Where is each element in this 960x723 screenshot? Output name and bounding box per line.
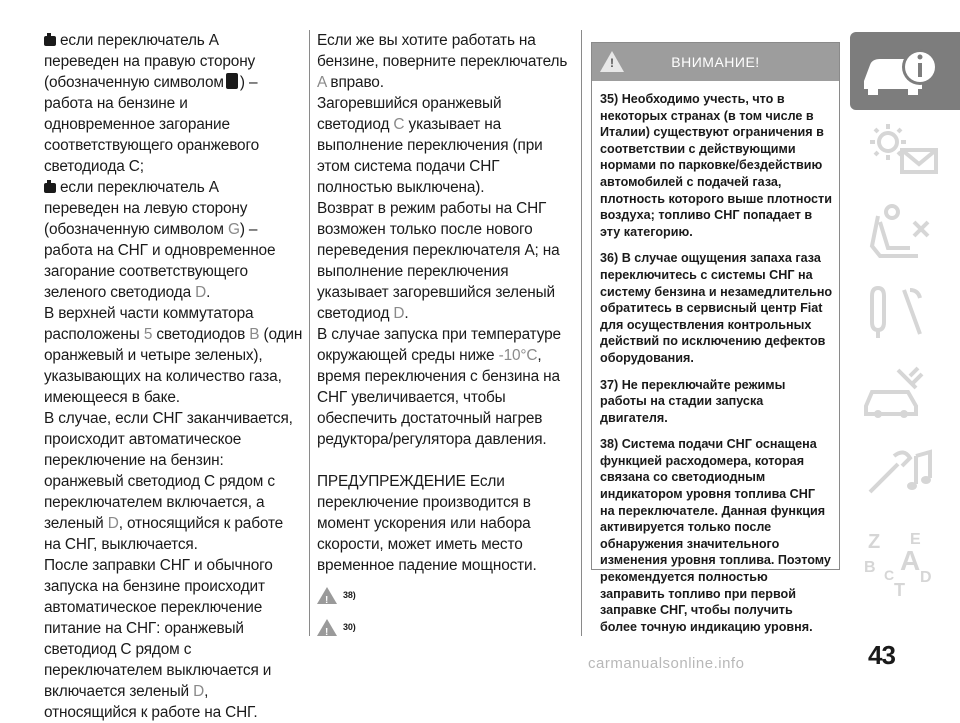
- text-line: ПРЕДУПРЕЖДЕНИЕ Если: [317, 473, 505, 490]
- text-line: (обозначенную символом: [44, 74, 224, 91]
- svg-text:A: A: [900, 545, 921, 576]
- text-line: обеспечить достаточный нагрев: [317, 410, 543, 427]
- warning-paragraph: 38) Система подачи СНГ оснащена функцией расходомера, которая связана со светодиодным индикатором уровня топлива СНГ на переключателе. Данная функция активируется только после обнаружения значительного изменения уровня топлива. Поэтому рекомендуется полностью заправить топливо при первой заправке СНГ, чтобы получить более точную индикацию уровня.: [600, 437, 831, 634]
- text-line: имеющееся в баке.: [44, 389, 180, 406]
- ref-letter: D: [107, 515, 119, 532]
- text-line: переведен на правую сторону: [44, 53, 256, 70]
- text-line: если переключатель A: [60, 179, 219, 196]
- text-line: В верхней части коммутатора: [44, 305, 254, 322]
- text-line: В случае запуска при температуре: [317, 326, 561, 343]
- text-line: работа на СНГ и одновременное: [44, 242, 276, 259]
- ref-number: 5: [143, 326, 153, 343]
- temperature-value: -10°C: [498, 347, 538, 364]
- text-line: переведения переключателя A; на: [317, 242, 560, 259]
- car-info-icon: [858, 41, 944, 101]
- warning-title: ВНИМАНИЕ!: [671, 54, 760, 70]
- text-line: время переключения с бензина на: [317, 368, 560, 385]
- ref-letter: C: [393, 116, 405, 133]
- text-line: загорание соответствующего: [44, 263, 248, 280]
- text-line: Загоревшийся оранжевый: [317, 95, 502, 112]
- switch-symbol-icon: [44, 183, 56, 193]
- middle-column: Если же вы хотите работать на бензине, поверните переключатель A вправо. Загоревшийся оранжевый светодиод C указывает на выполнение переключения (при этом система подачи СНГ полностью выключена). Возврат в режим работы на СНГ возможен только после нового переведения переключателя A; на выполнение переключения указывает загоревшийся зеленый светодиод D. В случае запуска при температуре окружающей среды ниже -10°C, время переключения с бензина на СНГ увеличивается, чтобы обеспечить достаточный нагрев редуктора/регулятора давления. ПРЕДУПРЕЖДЕНИЕ Если переключение производится в момент ускорения или набора скорости, может иметь место временное падение мощности. ! 38) ! 30): [317, 30, 579, 640]
- svg-text:Z: Z: [868, 531, 881, 553]
- ref-letter: G: [228, 221, 240, 238]
- seat-person-icon: [858, 202, 944, 262]
- ref-letter: A: [317, 74, 327, 91]
- text-line: на СНГ, выключается.: [44, 536, 198, 553]
- text-line: возможен только после нового: [317, 221, 533, 238]
- text-line: светодиод C рядом с: [44, 641, 192, 658]
- svg-text:E: E: [910, 531, 921, 548]
- text-line: Возврат в режим работы на СНГ: [317, 200, 547, 217]
- text-line: В случае, если СНГ заканчивается,: [44, 410, 293, 427]
- text-line: Если же вы хотите работать на: [317, 32, 536, 49]
- svg-text:C: C: [884, 567, 895, 583]
- warning-paragraph: 35) Необходимо учесть, что в некоторых странах (в том числе в Италии) существуют ограничения в соответствии с действующими нормами по парковке/бездействию автомобилей с подачей газа, плотность которого выше плотности воздуха; топливо СНГ попадает в эту категорию.: [600, 92, 832, 239]
- chapter-tab-car-info[interactable]: [850, 32, 960, 110]
- warning-triangle-icon: [317, 587, 337, 604]
- chapter-tab-lights[interactable]: [850, 110, 960, 190]
- text-line: этом система подачи СНГ: [317, 158, 500, 175]
- switch-symbol-icon: [44, 36, 56, 46]
- text-line: переключателем включается, а: [44, 494, 265, 511]
- text-line: питание на СНГ: оранжевый: [44, 620, 244, 637]
- left-column: если переключатель A переведен на правую сторону (обозначенную символом ) – работа на бензине и одновременное загорание соответствующего оранжевого светодиода C; если переключатель A переведен на левую сторону (обозначенную символом G) – работа на СНГ и одновременное загорание соответствующего зеленого светодиода D. В верхней части коммутатора расположены 5 светодиодов B (один оранжевый и четыре зеленых), указывающих на количество газа, имеющееся в баке. В случае, если СНГ заканчивается, происходит автоматическое переключение на бензин: оранжевый светодиод C рядом с переключателем включается, а зеленый D, относящийся к работе на СНГ, выключается. После заправки СНГ и обычного запуска на бензине происходит автоматическое переключение питание на СНГ: оранжевый светодиод C рядом с переключателем выключается и включается зеленый D, относящийся к работе на СНГ.: [44, 30, 306, 723]
- svg-text:T: T: [894, 580, 905, 600]
- text-line: бензине, поверните переключатель: [317, 53, 568, 70]
- chapter-tab-safety[interactable]: [850, 192, 960, 272]
- text-line: светодиода C;: [44, 158, 144, 175]
- text-line: редуктора/регулятора давления.: [317, 431, 547, 448]
- watermark: carmanualsonline.info: [588, 655, 745, 672]
- tools-music-icon: [858, 442, 944, 502]
- text-line: соответствующего оранжевого: [44, 137, 259, 154]
- ref-letter: D: [193, 683, 205, 700]
- chapter-sidebar: [850, 32, 960, 632]
- text-line: оранжевый светодиод C рядом с: [44, 473, 275, 490]
- warning-paragraph: 37) Не переключайте режимы работы на стадии запуска двигателя.: [600, 377, 786, 425]
- text-line: момент ускорения или набора: [317, 515, 531, 532]
- warning-triangle-icon: [600, 51, 624, 72]
- text-line: скорости, может иметь место: [317, 536, 523, 553]
- warning-box: [591, 42, 840, 634]
- alphabet-index-icon: [858, 526, 944, 598]
- text-line: относящийся к работе на СНГ.: [44, 704, 258, 721]
- text-line: СНГ увеличивается, чтобы: [317, 389, 506, 406]
- text-line: выполнение переключения: [317, 263, 509, 280]
- wrench-car-icon: [858, 362, 944, 422]
- page-number: 43: [868, 640, 895, 670]
- fuel-pump-icon: [226, 73, 238, 89]
- text-line: автоматическое переключение: [44, 599, 263, 616]
- text-line: переведен на левую сторону: [44, 200, 248, 217]
- chapter-tab-emergency[interactable]: [850, 352, 960, 432]
- ref-letter: D: [195, 284, 207, 301]
- warning-body: [592, 81, 839, 635]
- ref-letter: B: [249, 326, 260, 343]
- svg-text:B: B: [864, 559, 876, 576]
- text-line: запуска на бензине происходит: [44, 578, 265, 595]
- text-line: полностью выключена).: [317, 179, 485, 196]
- warning-triangle-icon: [317, 619, 337, 636]
- chapter-tab-starting[interactable]: [850, 272, 960, 352]
- text-line: переключение на бензин:: [44, 452, 224, 469]
- text-line: После заправки СНГ и обычного: [44, 557, 273, 574]
- text-line: одновременное загорание: [44, 116, 230, 133]
- warning-reference[interactable]: ! 38): [317, 582, 579, 608]
- text-line: переключателем выключается и: [44, 662, 272, 679]
- key-icon: [858, 282, 944, 342]
- text-line: временное падение мощности.: [317, 557, 537, 574]
- text-line: переключение производится в: [317, 494, 531, 511]
- text-line: если переключатель A: [60, 32, 219, 49]
- text-line: указывающих на количество газа,: [44, 368, 282, 385]
- warning-paragraph: 36) В случае ощущения запаха газа переключитесь с системы СНГ на систему бензина и незамедлительно обратитесь в сервисный центр Fiat для осуществления контрольных действий по исключению дефектов оборудования.: [600, 251, 833, 365]
- warning-header: [592, 43, 839, 81]
- chapter-tab-maintenance[interactable]: [850, 432, 960, 512]
- text-line: работа на бензине и: [44, 95, 188, 112]
- column-divider: [581, 30, 582, 636]
- text-line: выполнение переключения (при: [317, 137, 543, 154]
- text-line: происходит автоматическое: [44, 431, 242, 448]
- column-divider: [309, 30, 310, 636]
- ref-letter: D: [393, 305, 405, 322]
- text-line: оранжевый и четыре зеленых),: [44, 347, 263, 364]
- warning-reference[interactable]: ! 30): [317, 614, 579, 640]
- svg-text:D: D: [920, 569, 932, 586]
- lights-mail-icon: [858, 120, 944, 180]
- text-line: указывает загоревшийся зеленый: [317, 284, 555, 301]
- chapter-tab-index[interactable]: [850, 512, 960, 612]
